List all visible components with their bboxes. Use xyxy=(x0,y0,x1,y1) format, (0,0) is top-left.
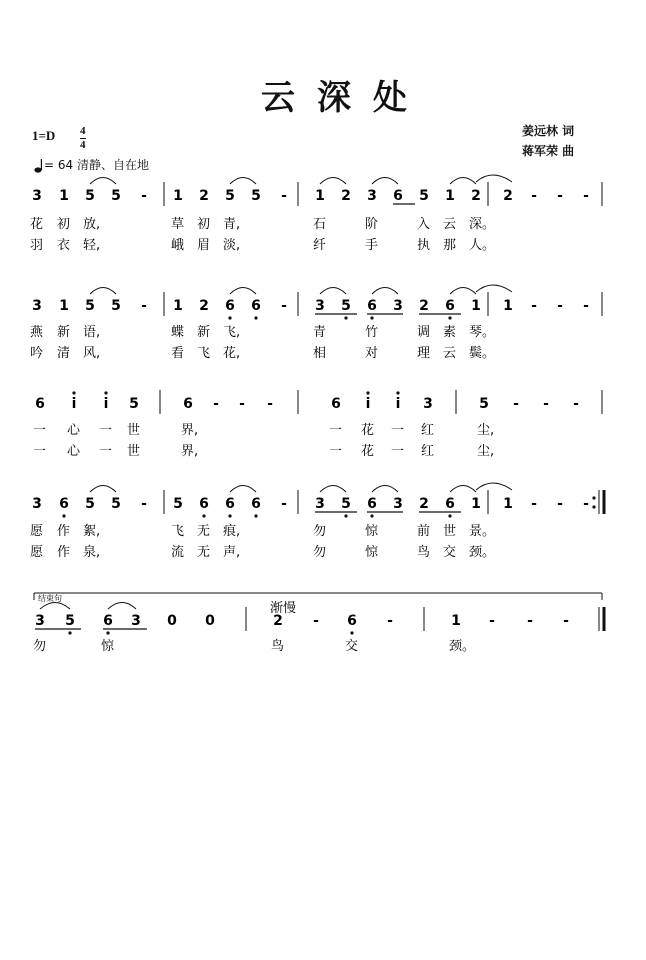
note: 3 xyxy=(35,613,45,629)
lyric: 琴。 xyxy=(469,325,496,340)
lyric: 相 xyxy=(313,346,327,361)
composer-credit: 蒋军荣 曲 xyxy=(522,144,575,158)
note: 1 xyxy=(173,188,183,204)
note: 6 xyxy=(367,298,377,314)
lyric: 前 xyxy=(417,524,431,539)
lyricist-credit: 姜远林 词 xyxy=(522,124,575,138)
tie-arc xyxy=(40,603,70,610)
lyric: 理 xyxy=(417,346,431,361)
note: 5 xyxy=(65,613,75,629)
octave-dot-low xyxy=(448,316,451,319)
note: 2 xyxy=(273,613,283,629)
note: 3 xyxy=(32,298,42,314)
note: - xyxy=(583,188,589,204)
lyric: 清 xyxy=(57,346,71,361)
note: 6 xyxy=(445,496,455,512)
octave-dot-low xyxy=(68,631,71,634)
tie-arc xyxy=(450,486,476,493)
note: - xyxy=(281,496,287,512)
song-title: 云深处 xyxy=(261,78,429,118)
lyric: 新 xyxy=(57,325,71,340)
lyric: 红 xyxy=(421,444,435,459)
lyric: 人。 xyxy=(469,238,496,253)
lyric: 尘, xyxy=(477,423,495,438)
octave-dot-high xyxy=(72,391,75,394)
lyric: 蝶 xyxy=(171,325,185,340)
lyric: 新 xyxy=(197,325,211,340)
note: 6 xyxy=(251,298,261,314)
repeat-dot xyxy=(592,496,595,499)
octave-dot-low xyxy=(254,316,257,319)
lyric: 眉 xyxy=(197,238,211,253)
lyric: 景。 xyxy=(469,524,496,539)
note: 2 xyxy=(503,188,513,204)
tie-arc xyxy=(90,288,116,295)
note: 5 xyxy=(85,496,95,512)
lyric: 飞 xyxy=(197,346,211,361)
lyric: 颈。 xyxy=(449,639,476,654)
note: 1 xyxy=(59,298,69,314)
lyric: 风, xyxy=(83,346,101,361)
note: 3 xyxy=(423,396,433,412)
octave-dot-low xyxy=(370,316,373,319)
tie-arc xyxy=(230,486,256,493)
lyric: 惊 xyxy=(365,524,379,539)
tie-arc xyxy=(90,178,116,185)
octave-dot-low xyxy=(228,316,231,319)
slur-arc xyxy=(476,175,512,182)
lyric: 放, xyxy=(83,217,101,232)
note: 2 xyxy=(341,188,351,204)
octave-dot-low xyxy=(228,514,231,517)
octave-dot-low xyxy=(202,514,205,517)
note: - xyxy=(557,298,563,314)
note: 6 xyxy=(183,396,193,412)
lyric: 作 xyxy=(57,524,71,539)
octave-dot-low xyxy=(106,631,109,634)
note: 6 xyxy=(331,396,341,412)
note: - xyxy=(313,613,319,629)
note: 6 xyxy=(251,496,261,512)
lyric: 一 xyxy=(329,423,343,438)
lyric: 一 xyxy=(99,423,113,438)
lyric: 青, xyxy=(223,217,241,232)
note: 5 xyxy=(225,188,235,204)
note: 5 xyxy=(129,396,139,412)
tie-arc xyxy=(108,603,136,610)
note: i xyxy=(365,396,371,412)
note: - xyxy=(281,298,287,314)
lyric: 世 xyxy=(443,524,457,539)
lyric: 惊 xyxy=(365,545,379,560)
note: 6 xyxy=(225,298,235,314)
lyric: 一 xyxy=(391,423,405,438)
key-signature: 1=D xyxy=(32,128,56,143)
note: i xyxy=(103,396,109,412)
note: 5 xyxy=(419,188,429,204)
lyric: 那 xyxy=(443,238,457,253)
lyric: 流 xyxy=(171,545,185,560)
lyric: 作 xyxy=(57,545,71,560)
lyric: 淡, xyxy=(223,238,241,253)
note: 3 xyxy=(315,496,325,512)
lyric: 轻, xyxy=(83,238,101,253)
lyric: 衣 xyxy=(57,238,71,253)
note: - xyxy=(281,188,287,204)
note: 6 xyxy=(35,396,45,412)
note: 3 xyxy=(32,188,42,204)
lyric: 一 xyxy=(329,444,343,459)
lyric: 一 xyxy=(391,444,405,459)
lyric: 心 xyxy=(67,423,81,438)
note: 5 xyxy=(111,298,121,314)
note: 2 xyxy=(419,496,429,512)
note: - xyxy=(543,396,549,412)
note: 3 xyxy=(393,496,403,512)
note: - xyxy=(141,298,147,314)
lyric: 花 xyxy=(361,444,375,459)
note: 5 xyxy=(111,188,121,204)
note: i xyxy=(395,396,401,412)
ending-label: 结束句 xyxy=(38,594,62,603)
lyric: 石 xyxy=(313,217,327,232)
octave-dot-low xyxy=(448,514,451,517)
note: 5 xyxy=(85,188,95,204)
note: - xyxy=(489,613,495,629)
lyric: 愿 xyxy=(30,545,44,560)
note: 5 xyxy=(341,298,351,314)
lyric: 青 xyxy=(313,325,327,340)
note: - xyxy=(141,496,147,512)
lyric: 尘, xyxy=(477,444,495,459)
note: 1 xyxy=(471,496,481,512)
note: 6 xyxy=(103,613,113,629)
note: 6 xyxy=(367,496,377,512)
octave-dot-high xyxy=(104,391,107,394)
note: 1 xyxy=(315,188,325,204)
lyric: 颈。 xyxy=(469,545,496,560)
tie-arc xyxy=(90,486,116,493)
note: - xyxy=(213,396,219,412)
note: 3 xyxy=(393,298,403,314)
lyric: 鸟 xyxy=(271,639,285,654)
tie-arc xyxy=(372,288,398,295)
octave-dot-low xyxy=(344,316,347,319)
lyric: 云 xyxy=(443,217,457,232)
octave-dot-low xyxy=(62,514,65,517)
lyric: 愿 xyxy=(30,524,44,539)
note: 6 xyxy=(199,496,209,512)
lyric: 燕 xyxy=(30,325,44,340)
lyric: 痕, xyxy=(223,524,241,539)
tie-arc xyxy=(372,486,398,493)
lyric: 泉, xyxy=(83,545,101,560)
note: 5 xyxy=(479,396,489,412)
lyric: 飞, xyxy=(223,325,241,340)
note: 1 xyxy=(445,188,455,204)
lyric: 入 xyxy=(417,217,431,232)
dynamic-marking: 渐慢 xyxy=(270,601,297,616)
lyric: 峨 xyxy=(171,238,185,253)
note: - xyxy=(531,188,537,204)
tempo-text: = 64 清静、自在地 xyxy=(44,158,149,172)
note: i xyxy=(71,396,77,412)
lyric: 草 xyxy=(171,217,185,232)
lyric: 红 xyxy=(421,423,435,438)
note: 5 xyxy=(173,496,183,512)
lyric: 无 xyxy=(197,524,211,539)
note: 2 xyxy=(471,188,481,204)
note: - xyxy=(583,496,589,512)
tie-arc xyxy=(320,288,346,295)
octave-dot-low xyxy=(254,514,257,517)
lyric: 界, xyxy=(181,444,199,459)
lyric: 对 xyxy=(365,346,379,361)
note: 2 xyxy=(419,298,429,314)
note: - xyxy=(573,396,579,412)
note: 3 xyxy=(131,613,141,629)
note: 3 xyxy=(32,496,42,512)
lyric: 调 xyxy=(417,325,431,340)
note: 0 xyxy=(205,613,215,629)
note: 2 xyxy=(199,298,209,314)
tie-arc xyxy=(320,486,346,493)
note: - xyxy=(513,396,519,412)
lyric: 花, xyxy=(223,346,241,361)
note: - xyxy=(387,613,393,629)
note: - xyxy=(563,613,569,629)
lyric: 声, xyxy=(223,545,241,560)
lyric: 界, xyxy=(181,423,199,438)
note: - xyxy=(531,298,537,314)
repeat-dot xyxy=(592,505,595,508)
lyric: 初 xyxy=(197,217,211,232)
octave-dot-low xyxy=(344,514,347,517)
lyric: 交 xyxy=(443,545,457,560)
lyric: 竹 xyxy=(365,325,379,340)
note: - xyxy=(531,496,537,512)
lyric: 鬓。 xyxy=(469,346,496,361)
lyric: 阶 xyxy=(365,217,379,232)
note: 5 xyxy=(111,496,121,512)
note: 3 xyxy=(315,298,325,314)
lyric: 惊 xyxy=(101,639,115,654)
note: 1 xyxy=(451,613,461,629)
note: - xyxy=(267,396,273,412)
lyric: 初 xyxy=(57,217,71,232)
note: 1 xyxy=(503,298,513,314)
octave-dot-high xyxy=(396,391,399,394)
lyric: 鸟 xyxy=(417,545,431,560)
note: - xyxy=(557,496,563,512)
tie-arc xyxy=(230,288,256,295)
note: - xyxy=(557,188,563,204)
note: 1 xyxy=(59,188,69,204)
note: 5 xyxy=(85,298,95,314)
lyric: 看 xyxy=(171,346,185,361)
note: 6 xyxy=(393,188,403,204)
lyric: 世 xyxy=(127,444,141,459)
lyric: 纤 xyxy=(313,238,327,253)
slur-arc xyxy=(476,285,512,292)
lyric: 素 xyxy=(443,325,457,340)
note: - xyxy=(583,298,589,314)
octave-dot-low xyxy=(350,631,353,634)
note: - xyxy=(527,613,533,629)
lyric: 勿 xyxy=(33,639,47,654)
tie-arc xyxy=(320,178,346,185)
note: - xyxy=(141,188,147,204)
lyric: 絮, xyxy=(83,524,101,539)
lyric: 飞 xyxy=(171,524,185,539)
lyric: 吟 xyxy=(30,346,44,361)
lyric: 手 xyxy=(365,238,379,253)
lyric: 无 xyxy=(197,545,211,560)
lyric: 一 xyxy=(99,444,113,459)
note: 6 xyxy=(59,496,69,512)
note: 0 xyxy=(167,613,177,629)
lyric: 深。 xyxy=(469,217,496,232)
lyric: 心 xyxy=(67,444,81,459)
lyric: 勿 xyxy=(313,524,327,539)
note: - xyxy=(239,396,245,412)
lyric: 交 xyxy=(345,639,359,654)
note: 6 xyxy=(225,496,235,512)
lyric: 云 xyxy=(443,346,457,361)
tie-arc xyxy=(450,178,476,185)
note: 6 xyxy=(445,298,455,314)
octave-dot-high xyxy=(366,391,369,394)
note: 1 xyxy=(503,496,513,512)
note: 2 xyxy=(199,188,209,204)
note: 1 xyxy=(173,298,183,314)
lyric: 羽 xyxy=(30,238,44,253)
tie-arc xyxy=(450,288,476,295)
slur-arc xyxy=(476,483,512,490)
note: 5 xyxy=(341,496,351,512)
lyric: 花 xyxy=(361,423,375,438)
lyric: 花 xyxy=(30,217,44,232)
lyric: 语, xyxy=(83,325,101,340)
time-sig-bottom: 4 xyxy=(80,139,86,151)
note: 5 xyxy=(251,188,261,204)
note: 3 xyxy=(367,188,377,204)
lyric: 勿 xyxy=(313,545,327,560)
note: 6 xyxy=(347,613,357,629)
tie-arc xyxy=(372,178,398,185)
lyric: 一 xyxy=(33,444,47,459)
tie-arc xyxy=(230,178,256,185)
lyric: 一 xyxy=(33,423,47,438)
time-sig-top: 4 xyxy=(80,125,86,137)
note: 1 xyxy=(471,298,481,314)
lyric: 世 xyxy=(127,423,141,438)
octave-dot-low xyxy=(370,514,373,517)
lyric: 执 xyxy=(417,238,431,253)
